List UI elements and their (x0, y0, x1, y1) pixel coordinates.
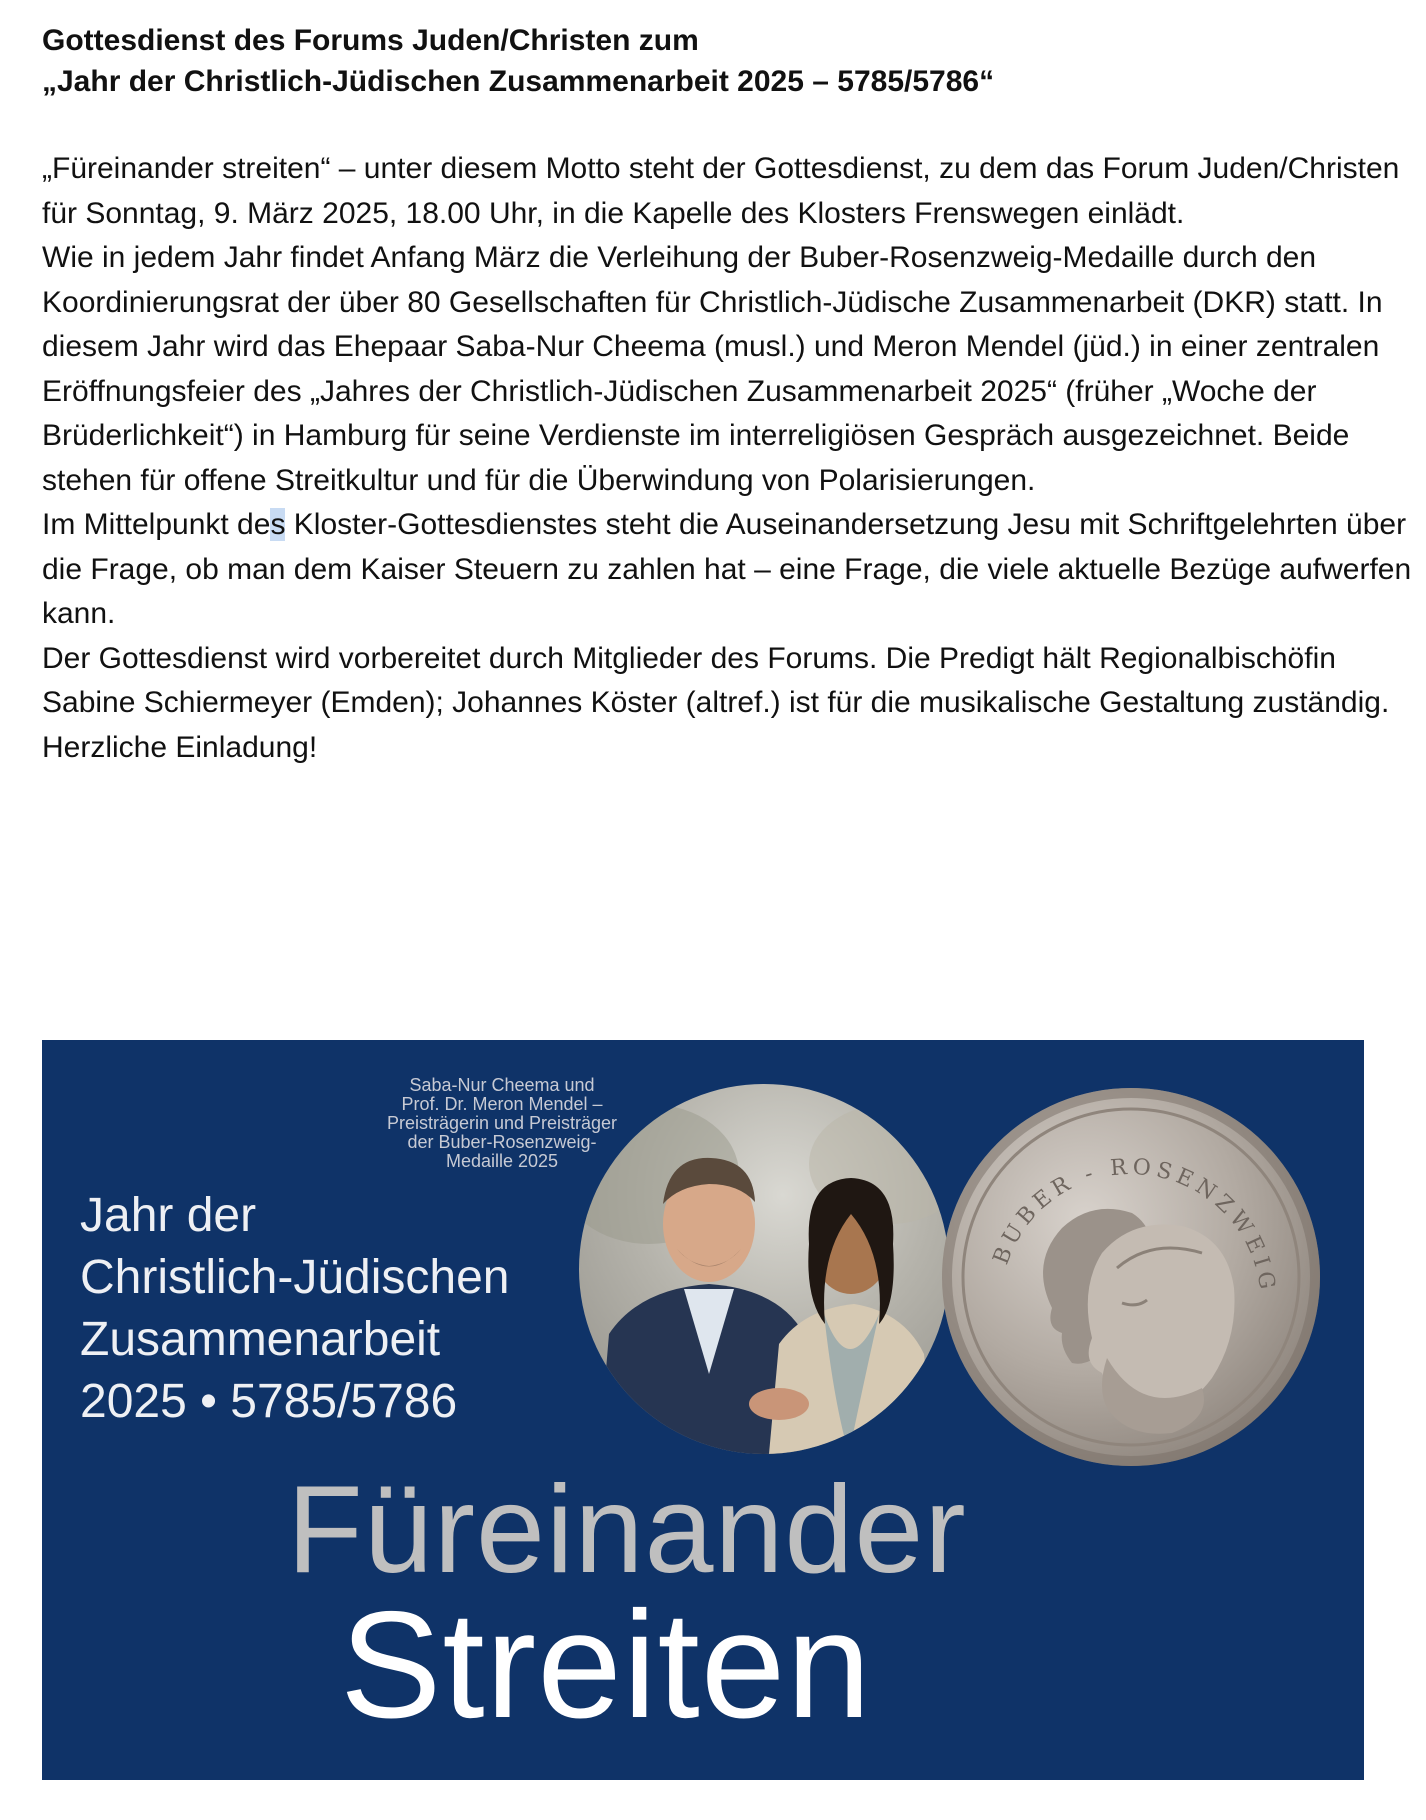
banner-caption (352, 1076, 652, 1171)
caption-line-3: Preisträgerin und Preisträger (386, 1113, 618, 1133)
medal-inscription: BUBER - ROSENZWEIG (988, 1154, 1280, 1296)
medal-relief (942, 1088, 1320, 1466)
banner-title-line-2: Christlich-Jüdischen (80, 1251, 510, 1304)
caption-line-1: Saba-Nur Cheema und (409, 1075, 595, 1095)
caption-line-2: Prof. Dr. Meron Mendel – (401, 1094, 603, 1114)
prize-winners-photo (579, 1084, 949, 1454)
paragraph-invitation: Herzliche Einladung! (42, 730, 318, 764)
heading-line-2: „Jahr der Christlich-Jüdischen Zusammenarbeit 2025 – 5785/5786“ (42, 65, 995, 98)
paragraph-preparation: Der Gottesdienst wird vorbereitet durch Mitglieder des Forums. Die Predigt hält Regionalbischöfin Sabine Schiermeyer (Emden); Johannes Köster (altref.) ist für die musikalische Gestaltung zuständig. (42, 641, 1390, 719)
caption-line-5: Medaille 2025 (445, 1151, 559, 1171)
paragraph-motto: „Füreinander streiten“ – unter diesem Motto steht der Gottesdienst, zu dem das Forum Juden/Christen für Sonntag, 9. März 2025, 18.00 Uhr, in die Kapelle des Klosters Frenswegen einlädt. (42, 152, 1400, 230)
slogan-streiten: Streiten (340, 1580, 872, 1750)
document-heading (42, 20, 1412, 102)
document-body (42, 20, 1412, 770)
paragraph-medal: Wie in jedem Jahr findet Anfang März die Verleihung der Buber-Rosenzweig-Medaille durch den Koordinierungsrat der über 80 Gesellschaften für Christlich-Jüdische Zusammenarbeit (DKR) statt. In diesem Jahr wird das Ehepaar Saba-Nur Cheema (musl.) und Meron Mendel (jüd.) in einer zentralen Eröffnungsfeier des „Jahres der Christlich-Jüdischen Zusammenarbeit 2025“ (früher „Woche der Brüderlichkeit“) in Hamburg für seine Verdienste im interreligiösen Gespräch ausgezeichnet. Beide stehen für offene Streitkultur und für die Überwindung von Polarisierungen. (42, 241, 1383, 497)
slogan-fuereinander: Füreinander (287, 1461, 967, 1599)
heading-line-1: Gottesdienst des Forums Juden/Christen zum (42, 24, 699, 57)
text-selection-highlight: s (270, 508, 286, 541)
caption-line-4: der Buber-Rosenzweig- (407, 1132, 597, 1152)
paragraph-sermon-topic (42, 503, 1412, 637)
sermon-text-start: Im Mittelpunkt de (42, 508, 271, 541)
prize-winners-illustration (579, 1084, 949, 1454)
banner-title (80, 1185, 510, 1433)
sermon-text-end: Kloster-Gottesdienstes steht die Auseinandersetzung Jesu mit Schriftgelehrten über die Frage, ob man dem Kaiser Steuern zu zahlen hat – eine Frage, die viele aktuelle Bezüge aufwerfen kann. (42, 508, 1412, 630)
banner-title-line-4: 2025 • 5785/5786 (80, 1375, 458, 1428)
event-banner-image (42, 1040, 1364, 1780)
banner-title-line-1: Jahr der (80, 1189, 257, 1242)
buber-rosenzweig-medal (942, 1088, 1320, 1466)
banner-title-line-3: Zusammenarbeit (80, 1313, 441, 1366)
